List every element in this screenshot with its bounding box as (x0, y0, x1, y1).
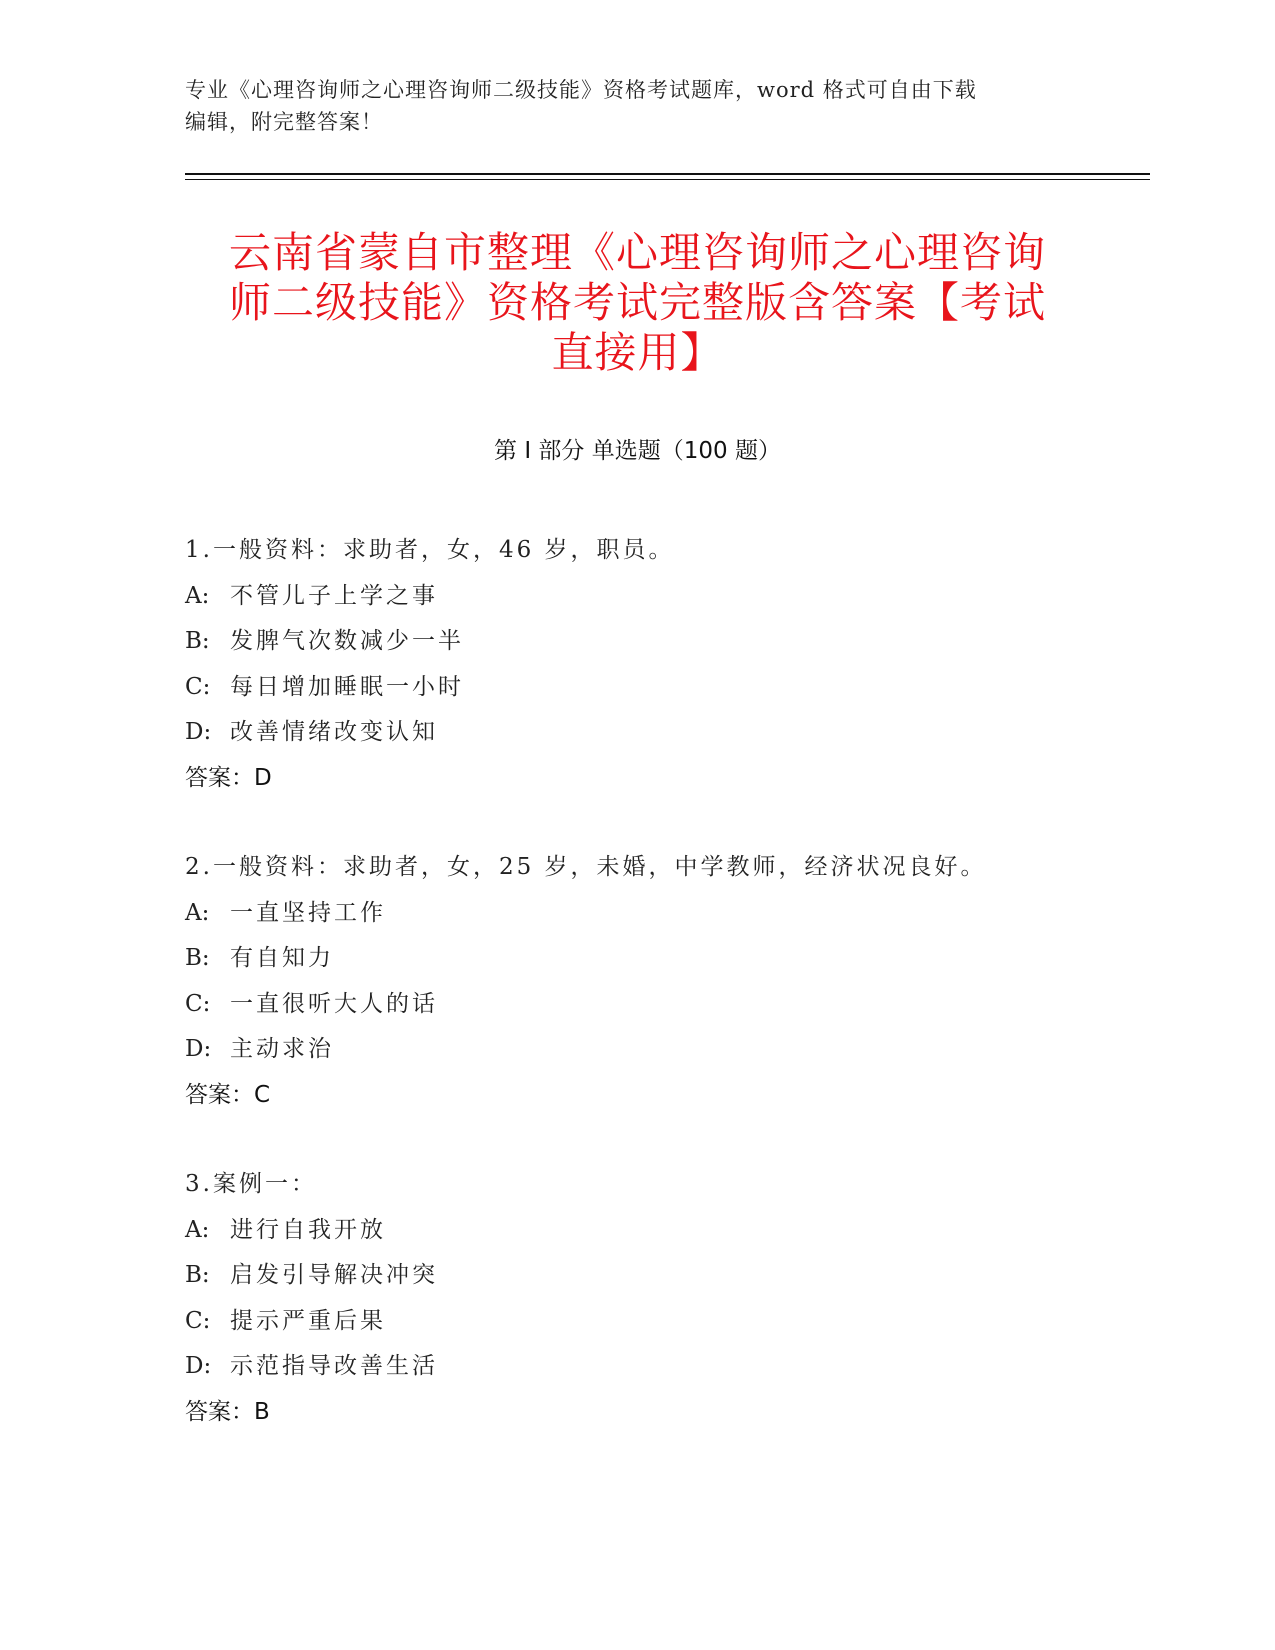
document-title (190, 228, 1085, 378)
option-text: 一直坚持工作 (230, 899, 386, 926)
section-title: 第 I 部分 单选题（100 题） (494, 438, 781, 464)
option-text: 一直很听大人的话 (230, 990, 438, 1017)
option-text: 示范指导改善生活 (230, 1353, 438, 1379)
header-divider-thick (185, 173, 1150, 175)
option-key: D: (185, 1036, 212, 1062)
document-title-line-2: 师二级技能》资格考试完整版含答案【考试 (228, 278, 1046, 327)
option-a (185, 574, 1125, 620)
option-a (185, 1208, 1125, 1254)
question-list (185, 528, 1125, 1479)
option-text: 启发引导解决冲突 (230, 1262, 438, 1288)
option-text: 不管儿子上学之事 (230, 582, 438, 609)
header-divider-thin (185, 179, 1150, 180)
option-text: 提示严重后果 (230, 1307, 386, 1334)
option-a (185, 891, 1125, 937)
question-stem: 1.一般资料：求助者，女，46 岁，职员。 (185, 537, 675, 563)
answer-line: 答案：D (185, 764, 272, 791)
document-title-line-1: 云南省蒙自市整理《心理咨询师之心理咨询 (228, 228, 1046, 277)
option-b (185, 936, 1125, 982)
option-text: 发脾气次数减少一半 (230, 628, 464, 654)
question-stem: 3.案例一： (185, 1171, 317, 1197)
option-key: A: (185, 899, 210, 926)
option-d (185, 1027, 1125, 1073)
option-key: A: (185, 1216, 210, 1243)
answer-line: 答案：B (185, 1398, 270, 1425)
header-note-line-1: 专业《心理咨询师之心理咨询师二级技能》资格考试题库，word 格式可自由下载 (185, 78, 977, 102)
option-b (185, 1253, 1125, 1299)
option-key: B: (185, 628, 210, 654)
option-key: D: (185, 719, 212, 745)
option-c (185, 665, 1125, 711)
question-3 (185, 1162, 1125, 1435)
option-d (185, 710, 1125, 756)
option-key: C: (185, 990, 211, 1017)
answer-line: 答案：C (185, 1081, 271, 1108)
option-c (185, 1299, 1125, 1345)
option-text: 主动求治 (230, 1036, 334, 1062)
option-key: B: (185, 1262, 210, 1288)
option-key: B: (185, 945, 210, 971)
option-key: C: (185, 673, 211, 700)
header-note-line-2: 编辑，附完整答案！ (185, 110, 383, 134)
option-c (185, 982, 1125, 1028)
question-2 (185, 845, 1125, 1118)
option-b (185, 619, 1125, 665)
option-text: 进行自我开放 (230, 1216, 386, 1243)
option-key: A: (185, 582, 210, 609)
option-key: D: (185, 1353, 212, 1379)
option-key: C: (185, 1307, 211, 1334)
header-note (185, 74, 1065, 138)
option-text: 每日增加睡眠一小时 (230, 673, 464, 700)
question-1 (185, 528, 1125, 801)
option-d (185, 1344, 1125, 1390)
option-text: 改善情绪改变认知 (230, 719, 438, 745)
document-title-line-3: 直接用】 (551, 328, 724, 377)
question-stem: 2.一般资料：求助者，女，25 岁，未婚，中学教师，经济状况良好。 (185, 854, 987, 880)
option-text: 有自知力 (230, 945, 334, 971)
